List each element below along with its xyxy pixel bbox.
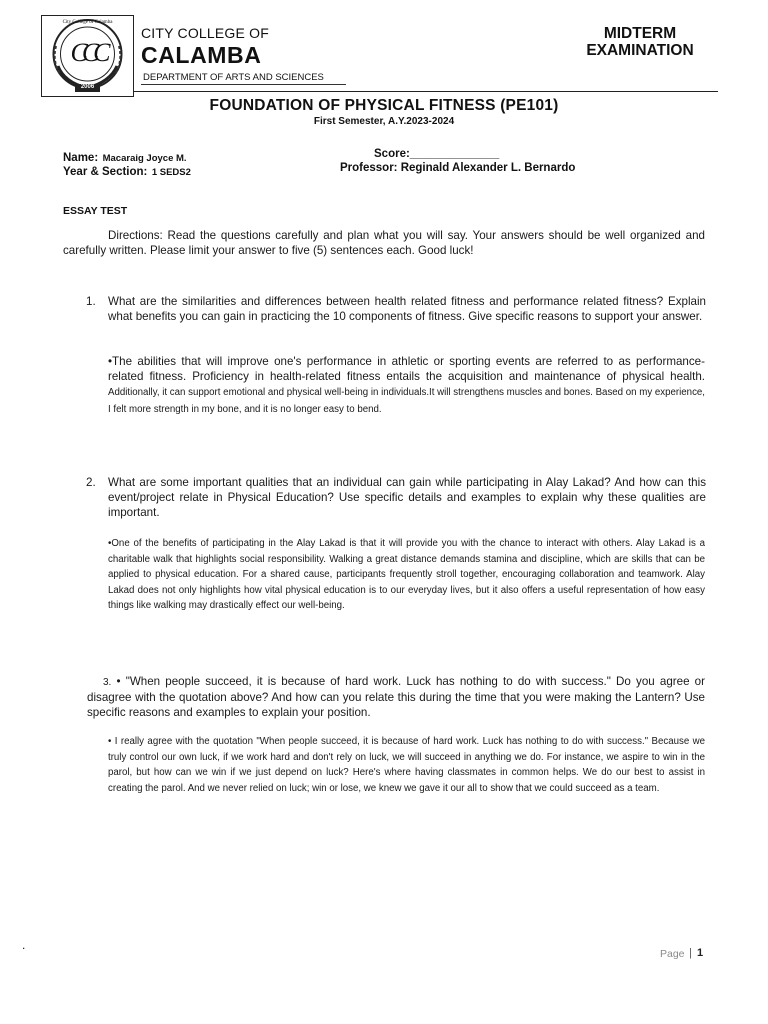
logo-year: 2006 bbox=[80, 84, 95, 90]
college-logo bbox=[41, 15, 134, 97]
department-name: DEPARTMENT OF ARTS AND SCIENCES bbox=[143, 72, 324, 83]
answer-text-part2: Additionally, it can support emotional and physical well-being in individuals.It will strengthens muscles and bones. Based on my experience, I felt more strength in my bone, and it is no longer easy to bend. bbox=[108, 387, 705, 415]
name-value: Macaraig Joyce M. bbox=[102, 153, 187, 164]
answer-1 bbox=[108, 354, 705, 417]
professor: Professor: Reginald Alexander L. Bernardo bbox=[340, 162, 576, 174]
logo-ring-text: City College of Calamba bbox=[62, 20, 113, 25]
question-number: 1. bbox=[86, 295, 96, 308]
directions: Directions: Read the questions carefully and plan what you will say. Your answers should be well organized and carefully written. Please limit your answer to five (5) sentences each. Good luck! bbox=[63, 229, 705, 257]
essay-heading: ESSAY TEST bbox=[63, 205, 128, 217]
question-number: 2. bbox=[86, 476, 96, 489]
exam-title-line2: EXAMINATION bbox=[586, 42, 694, 59]
header-divider-short bbox=[141, 84, 346, 85]
page-separator: | bbox=[689, 947, 692, 959]
question-text: What are the similarities and differences between health related fitness and performance related fitness? Explain what benefits you can gain in practicing the 10 components of fitness. Give specific reasons to support your answer. bbox=[108, 295, 706, 323]
college-name-line1: CITY COLLEGE OF bbox=[141, 25, 269, 41]
exam-title bbox=[560, 25, 720, 59]
page-label: Page bbox=[660, 948, 685, 960]
year-section-value: 1 SEDS2 bbox=[151, 167, 191, 178]
question-text: • "When people succeed, it is because of hard work. Luck has nothing to do with success." Do you agree or disagree with the quotation above? And how can you relate this during the time that you were making the Lantern? Use specific reasons and examples to explain your position. bbox=[87, 675, 705, 719]
question-number: 3. bbox=[103, 677, 112, 688]
college-name-line2: CALAMBA bbox=[141, 42, 262, 68]
header-divider bbox=[134, 91, 718, 92]
course-title: FOUNDATION OF PHYSICAL FITNESS (PE101) bbox=[209, 97, 559, 114]
answer-2: •One of the benefits of participating in the Alay Lakad is that it will provide you with the chance to interact with others. Alay Lakad is a charitable walk that highlights social responsibility. Walking a great distance demands stamina and discipline, which are skills that can be applied to physical education. For a shared cause, participants frequently stroll together, encouraging collaboration and teamwork. Alay Lakad does not only highlights how vital physical education is to our everyday lives, but it also offers a useful representation of how easy things like walking may drastically effect our well-being. bbox=[108, 538, 705, 611]
question-1 bbox=[86, 294, 706, 324]
stray-mark: . bbox=[22, 938, 26, 952]
semester: First Semester, A.Y.2023-2024 bbox=[313, 116, 455, 127]
exam-title-line1: MIDTERM bbox=[603, 25, 677, 42]
question-2 bbox=[86, 475, 706, 520]
answer-text-part1: •The abilities that will improve one's performance in athletic or sporting events are referred to as performance-related fitness. Proficiency in health-related fitness entails the acquisition and maintenance of physical health. bbox=[108, 355, 705, 383]
score-field: Score:______________ bbox=[374, 148, 500, 160]
name-label: Name: bbox=[63, 152, 99, 164]
year-section-row bbox=[63, 162, 191, 180]
answer-3: • I really agree with the quotation "When people succeed, it is because of hard work. Luck has nothing to do with success." Because we truly control our own luck, if we work hard and don't rely on luck, we will succeed in anything we do. For instance, we aspire to win in the parol, but how can we win if we just depend on luck? Here's where having classmates in common helps. We do our best to assist in creating the parol. And we never relied on luck; win or lose, we knew we gave it our all to show that we could succeed as a team. bbox=[108, 736, 705, 794]
question-text: What are some important qualities that an individual can gain while participating in Alay Lakad? And how can this event/project relate in Physical Education? Use specific details and examples to explain why these qualities are important. bbox=[108, 476, 706, 519]
logo-monogram: CCC bbox=[70, 38, 105, 67]
year-section-label: Year & Section: bbox=[63, 166, 148, 178]
page-number: 1 bbox=[697, 947, 704, 959]
question-3 bbox=[87, 674, 705, 720]
